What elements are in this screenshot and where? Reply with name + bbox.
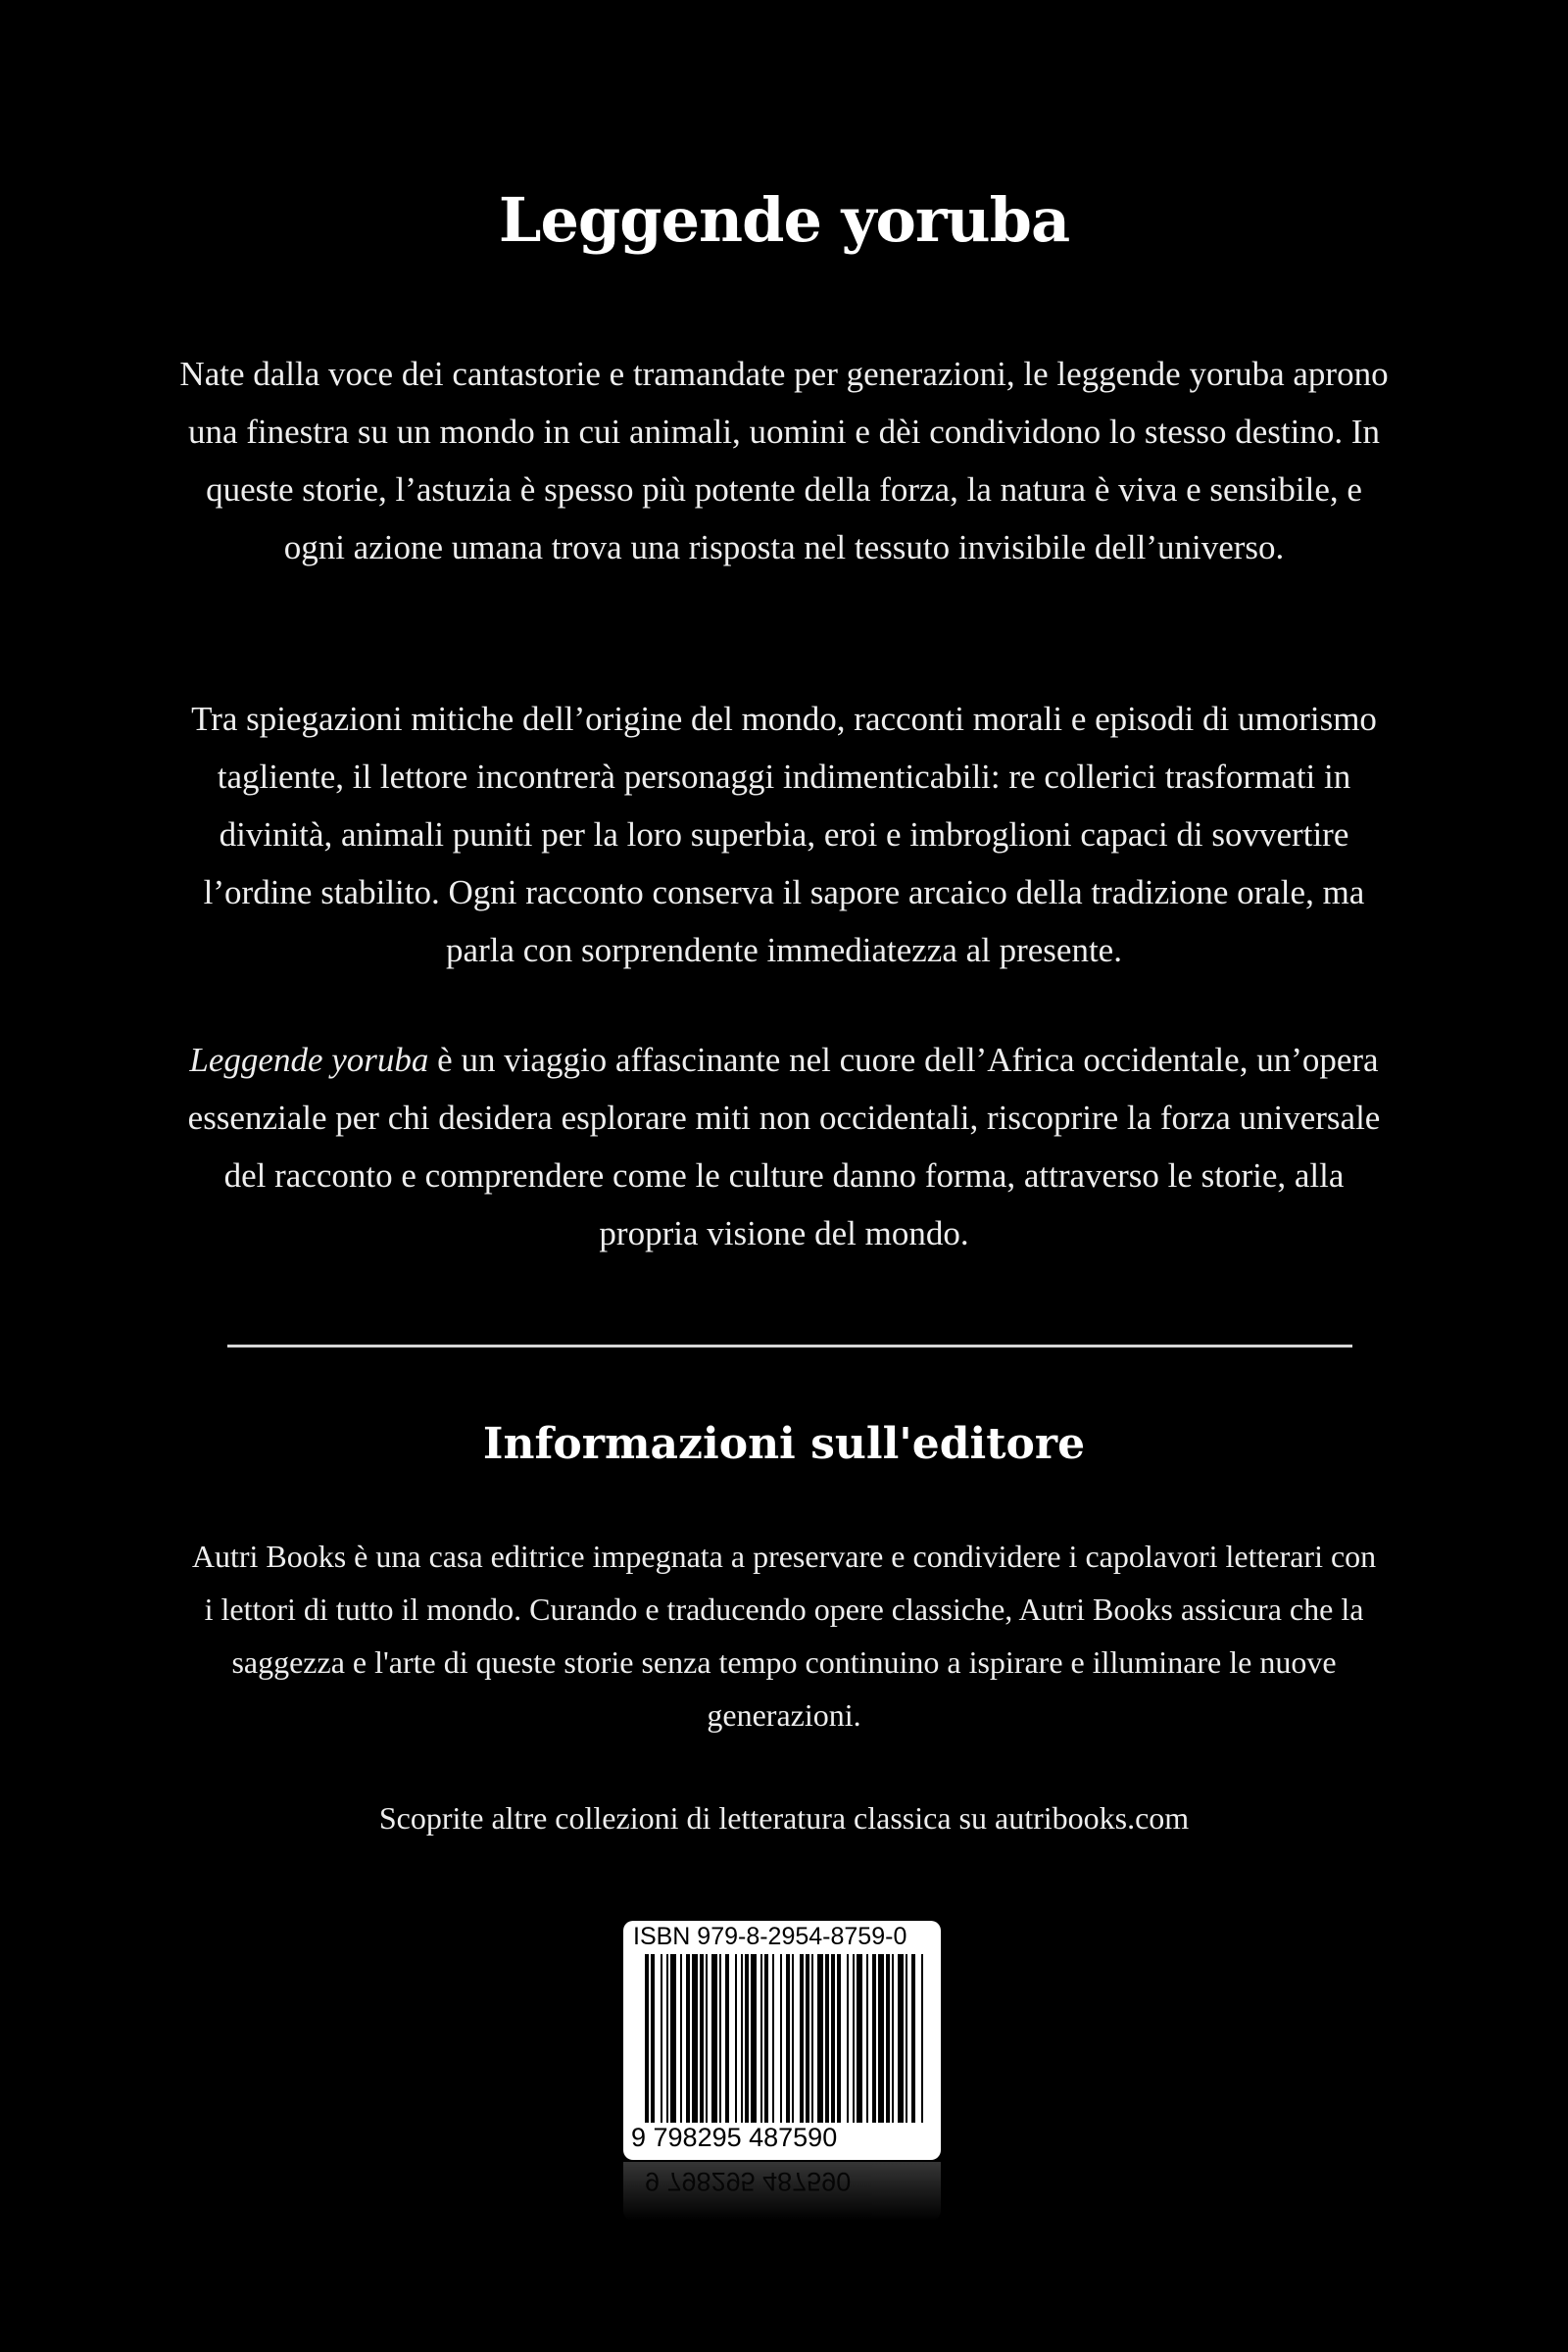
barcode-bar xyxy=(645,1954,649,2123)
barcode-bar xyxy=(735,1954,737,2123)
barcode-bar xyxy=(866,1954,868,2123)
barcode-bar xyxy=(680,1954,682,2123)
book-title-reference: Leggende yoruba xyxy=(189,1041,429,1079)
barcode-bar xyxy=(847,1954,849,2123)
barcode-bar xyxy=(878,1954,884,2123)
barcode-bar xyxy=(857,1954,862,2123)
isbn-digits: 9 798295 487590 xyxy=(631,2123,838,2152)
description-paragraph-2: Tra spiegazioni mitiche dell’origine del mondo, racconti morali e episodi di umorismo tagliente, il lettore incontrerà personaggi indimenticabili: re collerici trasformati in divinità, animali puniti per la loro superbia, eroi e imbroglioni capaci di sovvertire l’ordine stabilito. Ogni racconto conserva il sapore arcaico della tradizione orale, ma parla con sorprendente immediatezza al presente. xyxy=(191,700,1377,969)
description-paragraph-3 xyxy=(176,1031,1392,1262)
barcode-bar xyxy=(725,1954,729,2123)
barcode-bar xyxy=(806,1954,809,2123)
publisher-website-note: Scoprite altre collezioni di letteratura classica su autribooks.com xyxy=(378,1800,1190,1836)
barcode-bar xyxy=(751,1954,757,2123)
barcode-bar xyxy=(898,1954,904,2123)
isbn-label: ISBN 979-8-2954-8759-0 xyxy=(633,1923,907,1950)
section-divider xyxy=(227,1345,1352,1348)
barcode-bar xyxy=(764,1954,768,2123)
barcode-bar xyxy=(772,1954,774,2123)
barcode-bar xyxy=(700,1954,704,2123)
barcode-bar xyxy=(670,1954,676,2123)
description-paragraph-1: Nate dalla voce dei cantastorie e tramandate per generazioni, le leggende yoruba aprono una finestra su un mondo in cui animali, uomini e dèi condividono lo stesso destino. In queste storie, l’astuzia è spesso più potente della forza, la natura è viva e sensibile, e ogni azione umana trova una risposta nel tessuto invisibile dell’universo. xyxy=(179,355,1389,566)
barcode-bar xyxy=(786,1954,790,2123)
book-title: Leggende yoruba xyxy=(498,184,1070,256)
barcode-bar xyxy=(711,1954,717,2123)
barcode-reflection xyxy=(623,2162,941,2221)
isbn-barcode xyxy=(623,1921,941,2160)
barcode-bar xyxy=(911,1954,915,2123)
barcode-bar xyxy=(760,1954,762,2123)
barcode-bar xyxy=(780,1954,782,2123)
barcode-bar xyxy=(666,1954,668,2123)
barcode-reflection-digits: 9 798295 487590 xyxy=(645,2167,852,2196)
barcode-bars xyxy=(645,1954,929,2123)
barcode-bar xyxy=(792,1954,794,2123)
barcode-bar xyxy=(706,1954,708,2123)
barcode-bar xyxy=(800,1954,804,2123)
barcode-bar xyxy=(651,1954,655,2123)
barcode-bar xyxy=(692,1954,698,2123)
barcode-bar xyxy=(811,1954,813,2123)
barcode-bar xyxy=(745,1954,749,2123)
publisher-description: Autri Books è una casa editrice impegnata a preservare e condividere i capolavori letterari con i lettori di tutto il mondo. Curando e traducendo opere classiche, Autri Books assicura che la saggezza e l'arte di queste storie senza tempo continuino a ispirare e illuminare le nuove generazioni. xyxy=(191,1539,1377,1733)
publisher-heading: Informazioni sull'editore xyxy=(482,1419,1086,1469)
description-paragraph-3-text: è un viaggio affascinante nel cuore dell’Africa occidentale, un’opera essenziale per chi desidera esplorare miti non occidentali, riscoprire la forza universale del racconto e comprendere come le culture danno forma, attraverso le storie, alla propria visione del mondo. xyxy=(187,1041,1381,1252)
barcode-bar xyxy=(719,1954,721,2123)
barcode-bar xyxy=(921,1954,923,2123)
barcode-bar xyxy=(872,1954,876,2123)
barcode-bar xyxy=(741,1954,743,2123)
barcode-bar xyxy=(831,1954,835,2123)
barcode-bar xyxy=(886,1954,890,2123)
barcode-bar xyxy=(906,1954,907,2123)
barcode-bar xyxy=(686,1954,690,2123)
barcode-bar xyxy=(661,1954,662,2123)
barcode-bar xyxy=(825,1954,829,2123)
barcode-bar xyxy=(817,1954,823,2123)
barcode-bar xyxy=(853,1954,855,2123)
barcode-bar xyxy=(892,1954,894,2123)
barcode-bar xyxy=(837,1954,841,2123)
